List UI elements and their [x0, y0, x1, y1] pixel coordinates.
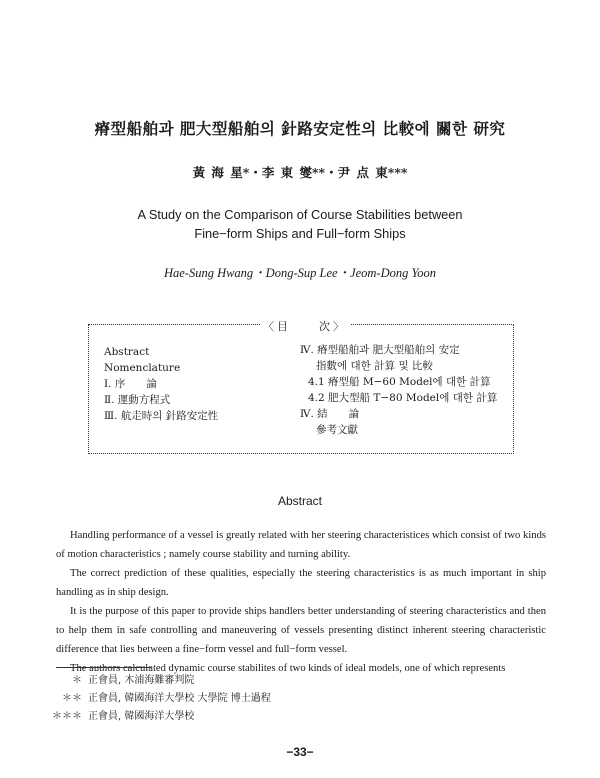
toc-right-column — [300, 342, 520, 438]
footnote — [40, 672, 340, 690]
footnote — [40, 708, 340, 726]
footnote-mark: ＊ — [72, 675, 82, 686]
toc-item: Ⅳ. 結 論 — [300, 408, 360, 420]
footnotes — [40, 672, 340, 726]
abstract-heading: Abstract — [277, 494, 322, 508]
page-number: −33− — [286, 745, 314, 759]
toc-left-column — [104, 344, 294, 424]
abstract-paragraph: The authors calculated dynamic course stabilites of two kinds of ideal models, one of which represents — [70, 663, 506, 674]
toc-item: 4.2 肥大型船 T−80 Model에 대한 計算 — [308, 392, 498, 404]
english-title-line1: A Study on the Comparison of Course Stabilities between — [137, 207, 463, 222]
toc-item: Ⅲ. 航走時의 針路安定性 — [104, 410, 219, 422]
korean-title: 瘠型船舶과 肥大型船舶의 針路安定性의 比較에 關한 研究 — [94, 119, 506, 138]
footnote-divider — [56, 667, 151, 668]
english-title — [0, 205, 600, 243]
toc-item: Ⅰ. 序 論 — [104, 378, 157, 390]
toc-item: Ⅱ. 運動方程式 — [104, 394, 171, 406]
footnote-mark: ＊＊ — [62, 693, 82, 704]
toc-item: Nomenclature — [104, 362, 181, 374]
toc-item: 4.1 瘠型船 M−60 Model에 대한 計算 — [308, 376, 491, 388]
footnote-text: 正會員, 韓國海洋大學校 — [88, 711, 195, 722]
english-title-line2: Fine−form Ships and Full−form Ships — [194, 226, 406, 241]
footnote-text: 正會員, 木浦海難審判院 — [88, 675, 195, 686]
toc-item: 參考文獻 — [316, 424, 358, 436]
footnote-text: 正會員, 韓國海洋大學校 大學院 博士過程 — [88, 693, 271, 704]
abstract-paragraph: Handling performance of a vessel is greatly related with her steering characteristices which consist of two kinds of motion characteristics ; namely course stability and turning ability. — [56, 530, 546, 560]
abstract-paragraph: The correct prediction of these qualities, especially the steering characteristics is as much important in ship handling as in ship design. — [56, 568, 546, 598]
toc-item: Ⅳ. 瘠型船舶과 肥大型船舶의 安定 — [300, 344, 460, 356]
abstract-paragraph: It is the purpose of this paper to provide ships handlers better understanding of steering characteristics and then to help them in safe controlling and maneuvering of vessels presenting distinct inherent steering characteristic difference that lies between a fine−form vessel and full−form vessel. — [56, 606, 546, 655]
english-authors: Hae-Sung Hwang・Dong-Sup Lee・Jeom-Dong Yoon — [163, 266, 437, 280]
footnote — [40, 690, 340, 708]
abstract-body — [56, 526, 546, 678]
toc-item: Abstract — [104, 346, 150, 358]
toc-heading: 〈目 次〉 — [260, 318, 350, 334]
korean-authors: 黃 海 星*・李 東 燮**・尹 点 東*** — [192, 165, 408, 180]
footnote-mark: ＊＊＊ — [52, 711, 82, 722]
toc-item: 指數에 대한 計算 및 比較 — [316, 360, 433, 372]
